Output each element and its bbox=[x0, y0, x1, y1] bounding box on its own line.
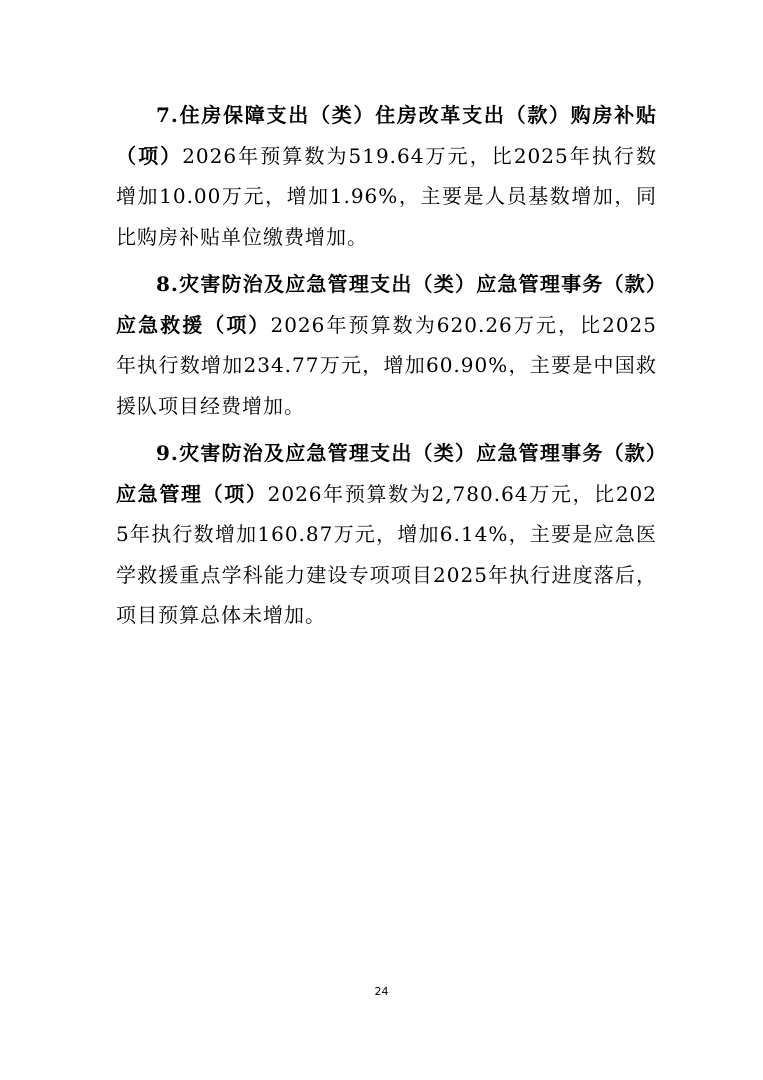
section-7-paragraph bbox=[116, 95, 657, 257]
section-8-paragraph bbox=[116, 264, 657, 426]
section-8-body: 2026年预算数为620.26万元，比2025年执行数增加234.77万元，增加60.90%，主要是中国救援队项目经费增加。 bbox=[116, 312, 658, 418]
section-9-heading: 9.灾害防治及应急管理支出（类）应急管理事务（款）应急管理（项） bbox=[116, 441, 657, 506]
section-9-body: 2026年预算数为2,780.64万元，比2025年执行数增加160.87万元，增加6.14%，主要是应急医学救援重点学科能力建设专项项目2025年执行进度落后，项目预算总体未增加。 bbox=[116, 481, 658, 627]
page-number: 24 bbox=[374, 985, 389, 998]
section-7-heading: 7.住房保障支出（类）住房改革支出（款）购房补贴（项） bbox=[116, 103, 657, 168]
document-body bbox=[116, 95, 657, 643]
section-7-body: 2026年预算数为519.64万元，比2025年执行数增加10.00万元，增加1.96%，主要是人员基数增加，同比购房补贴单位缴费增加。 bbox=[116, 143, 657, 249]
section-9-paragraph bbox=[116, 433, 657, 636]
section-8-heading: 8.灾害防治及应急管理支出（类）应急管理事务（款）应急救援（项） bbox=[116, 272, 657, 337]
